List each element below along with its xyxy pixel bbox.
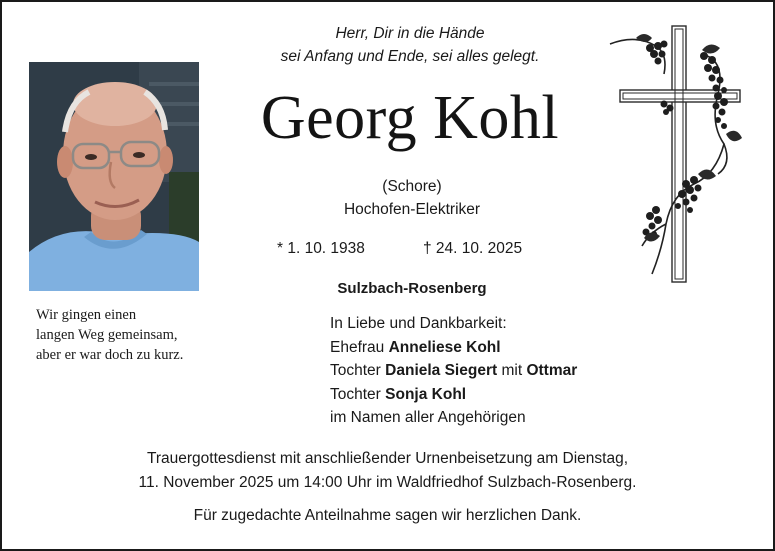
service-line-2: 11. November 2025 um 14:00 Uhr im Waldfriedhof Sulzbach-Rosenberg. [138,474,637,491]
quote-line-3: aber er war doch zu kurz. [36,347,184,363]
deceased-name: Georg Kohl [260,84,560,152]
family-closing: im Namen aller Angehörigen [330,409,526,426]
portrait-illustration [29,62,199,291]
wife-name: Anneliese Kohl [388,338,501,356]
family-daughter-2 [330,383,577,407]
family-mourners [330,312,577,430]
death-date: † 24. 10. 2025 [423,240,523,257]
deceased-occupation: Hochofen-Elektriker [343,201,481,218]
memorial-quote [36,305,236,365]
hometown: Sulzbach-Rosenberg [337,280,487,297]
motto-line-1: Herr, Dir in die Hände [335,25,485,42]
wife-role: Ehefrau [330,338,385,356]
quote-line-1: Wir gingen einen [36,307,137,323]
funeral-service-info [30,447,745,495]
family-intro: In Liebe und Dankbarkeit: [330,315,507,332]
birth-date: * 1. 10. 1938 [277,240,365,257]
daughter-2-name: Sonja Kohl [385,385,467,403]
quote-line-2: langen Weg gemeinsam, [36,327,178,343]
family-wife [330,336,577,360]
portrait-photo [29,62,199,291]
cross-icon [606,24,746,286]
family-daughter-1 [330,359,577,383]
thanks-note: Für zugedachte Anteilnahme sagen wir herzlichen Dank. [193,507,582,524]
motto [200,22,620,68]
daughter-2-role: Tochter [330,385,381,403]
daughter-1-role: Tochter [330,362,381,379]
deceased-nickname: (Schore) [382,178,442,195]
daughter-1-partner: Ottmar [526,362,578,379]
daughter-1-name: Daniela Siegert [385,362,498,379]
daughter-1-with: mit [501,362,523,379]
motto-line-2: sei Anfang und Ende, sei alles gelegt. [280,48,540,65]
service-line-1: Trauergottesdienst mit anschließender Urnenbeisetzung am Dienstag, [146,450,629,467]
